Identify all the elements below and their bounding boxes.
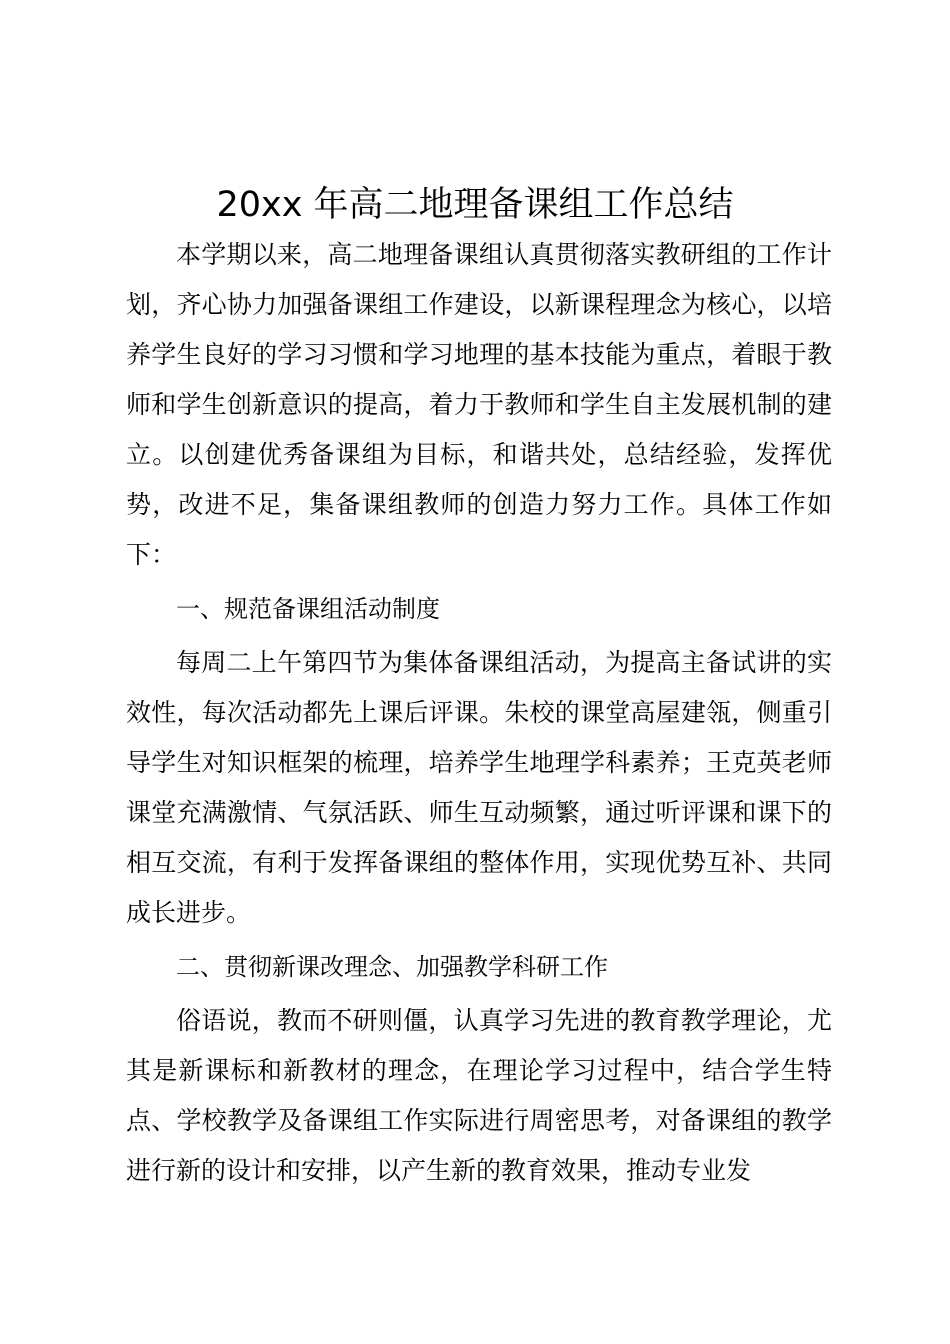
paragraph-section-1: 每周二上午第四节为集体备课组活动，为提高主备试讲的实效性，每次活动都先上课后评课。朱校的课堂高屋建瓴，侧重引导学生对知识框架的梳理，培养学生地理学科素养；王克英老师课堂充满激情、气氛活跃、师生互动频繁，通过听评课和课下的相互交流，有利于发挥备课组的整体作用，实现优势互补、共同成长进步。 xyxy=(126,648,832,927)
document-title: 20xx 年高二地理备课组工作总结 xyxy=(216,185,734,225)
paragraph-intro: 本学期以来，高二地理备课组认真贯彻落实教研组的工作计划，齐心协力加强备课组工作建设，以新课程理念为核心，以培养学生良好的学习习惯和学习地理的基本技能为重点，着眼于教师和学生创新意识的提高，着力于教师和学生自主发展机制的建立。以创建优秀备课组为目标，和谐共处，总结经验，发挥优势，改进不足，集备课组教师的创造力努力工作。具体工作如下： xyxy=(126,240,832,569)
document-body xyxy=(126,230,832,1196)
section-heading-1: 一、规范备课组活动制度 xyxy=(176,595,440,623)
section-heading-2: 二、贯彻新课改理念、加强教学科研工作 xyxy=(176,953,608,981)
paragraph-section-2: 俗语说，教而不研则僵，认真学习先进的教育教学理论，尤其是新课标和新教材的理念，在理论学习过程中，结合学生特点、学校教学及备课组工作实际进行周密思考，对备课组的教学进行新的设计和安排，以产生新的教育效果，推动专业发 xyxy=(126,1006,832,1185)
